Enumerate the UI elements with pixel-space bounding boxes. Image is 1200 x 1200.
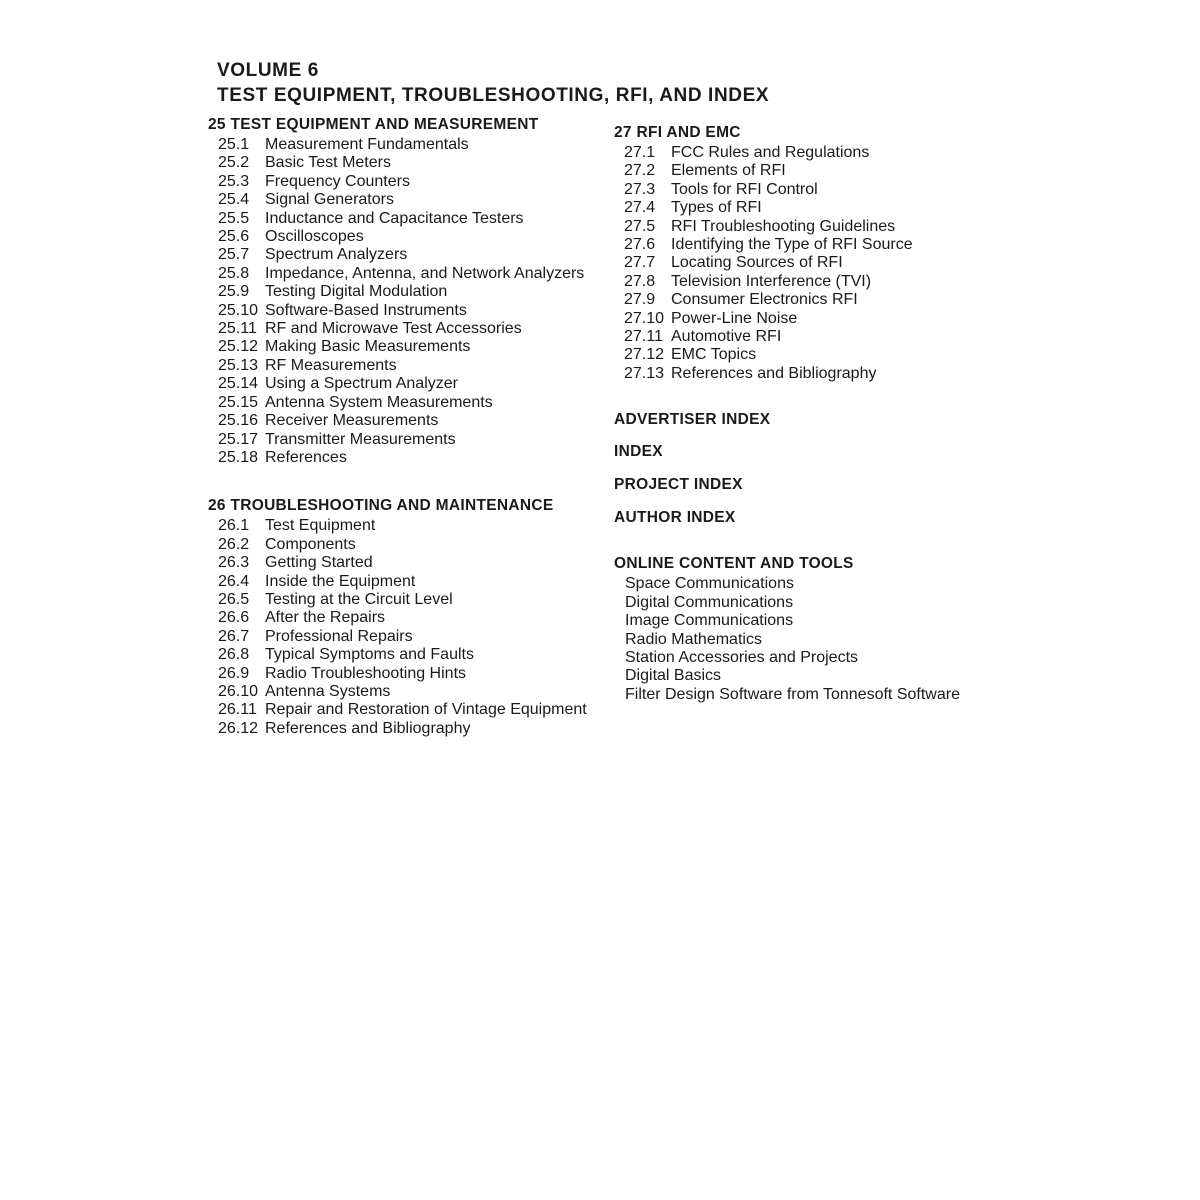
entry-title: EMC Topics <box>671 346 757 364</box>
entry-title: References and Bibliography <box>265 719 471 737</box>
toc-entry <box>218 536 598 554</box>
right-column <box>614 122 1034 704</box>
online-content-heading: ONLINE CONTENT AND TOOLS <box>614 555 854 573</box>
entry-title: Automotive RFI <box>671 328 782 346</box>
entry-number: 26.6 <box>218 609 250 627</box>
toc-entry <box>624 199 1034 217</box>
entry-title: Repair and Restoration of Vintage Equipment <box>265 701 587 719</box>
toc-entry <box>218 573 598 591</box>
toc-entry <box>218 210 598 228</box>
toc-entry <box>218 720 598 738</box>
entry-number: 27.9 <box>624 291 656 309</box>
entry-title: Locating Sources of RFI <box>671 254 843 272</box>
chapter-27 <box>614 122 1034 383</box>
entry-title: Getting Started <box>265 554 373 572</box>
chapter-25 <box>208 114 598 467</box>
entry-title: Spectrum Analyzers <box>265 246 408 264</box>
entry-number: 25.5 <box>218 209 250 227</box>
toc-entry <box>218 265 598 283</box>
index-heading: INDEX <box>614 443 663 461</box>
entry-title: Receiver Measurements <box>265 412 439 430</box>
volume-header <box>217 58 769 108</box>
entry-title: Test Equipment <box>265 517 376 535</box>
toc-entry <box>218 228 598 246</box>
entry-number: 27.6 <box>624 236 656 254</box>
chapter-entries <box>208 136 598 467</box>
toc-entry <box>218 191 598 209</box>
toc-entry <box>218 302 598 320</box>
online-content-item: Filter Design Software from Tonnesoft Software <box>625 685 960 703</box>
online-content-item: Space Communications <box>625 575 794 593</box>
entry-number: 27.2 <box>624 162 656 180</box>
entry-title: References and Bibliography <box>671 364 877 382</box>
toc-entry <box>218 665 598 683</box>
entry-title: Consumer Electronics RFI <box>671 291 858 309</box>
entry-title: Elements of RFI <box>671 162 786 180</box>
toc-entry <box>624 273 1034 291</box>
entry-title: Components <box>265 535 356 553</box>
toc-entry <box>218 646 598 664</box>
entry-number: 27.3 <box>624 180 656 198</box>
chapter-heading: 25 TEST EQUIPMENT AND MEASUREMENT <box>208 116 539 133</box>
toc-entry <box>218 394 598 412</box>
entry-title: Tools for RFI Control <box>671 180 818 198</box>
advertiser-index-heading: ADVERTISER INDEX <box>614 411 771 429</box>
toc-entry <box>218 173 598 191</box>
entry-number: 26.7 <box>218 627 250 645</box>
online-content-item: Station Accessories and Projects <box>625 648 859 666</box>
toc-entry <box>218 375 598 393</box>
entry-title: FCC Rules and Regulations <box>671 144 870 161</box>
entry-number: 25.2 <box>218 154 250 172</box>
entry-number: 26.9 <box>218 664 250 682</box>
toc-entry <box>218 246 598 264</box>
toc-entry <box>218 628 598 646</box>
entry-number: 26.2 <box>218 535 250 553</box>
toc-entry <box>624 346 1034 364</box>
entry-number: 26.1 <box>218 517 250 535</box>
entry-title: Impedance, Antenna, and Network Analyzers <box>265 264 585 282</box>
volume-label: VOLUME 6 <box>217 60 319 81</box>
toc-entry <box>624 254 1034 272</box>
entry-number: 25.11 <box>218 320 257 338</box>
entry-number: 27.7 <box>624 254 656 272</box>
entry-number: 25.6 <box>218 228 250 246</box>
entry-title: Measurement Fundamentals <box>265 136 469 153</box>
entry-number: 27.1 <box>624 144 656 161</box>
entry-title: Basic Test Meters <box>265 154 391 172</box>
entry-number: 25.3 <box>218 172 250 190</box>
entry-title: Types of RFI <box>671 199 762 217</box>
entry-number: 25.16 <box>218 412 259 430</box>
entry-number: 25.17 <box>218 430 259 448</box>
toc-entry <box>624 365 1034 383</box>
entry-number: 27.10 <box>624 309 665 327</box>
entry-title: Software-Based Instruments <box>265 301 467 319</box>
entry-number: 26.11 <box>218 701 257 719</box>
toc-entry <box>624 181 1034 199</box>
online-content-section <box>614 553 1034 704</box>
toc-entry <box>218 136 598 154</box>
toc-entry <box>218 683 598 701</box>
toc-entry <box>624 144 1034 162</box>
toc-entry <box>218 431 598 449</box>
online-content-item: Digital Basics <box>625 667 722 685</box>
entry-title: References <box>265 448 347 466</box>
entry-title: Identifying the Type of RFI Source <box>671 236 913 254</box>
entry-number: 27.12 <box>624 346 665 364</box>
toc-entry <box>218 412 598 430</box>
entry-number: 27.4 <box>624 199 656 217</box>
entry-title: Inside the Equipment <box>265 572 416 590</box>
entry-number: 25.14 <box>218 375 259 393</box>
toc-entry <box>218 357 598 375</box>
entry-number: 25.4 <box>218 191 250 209</box>
entry-number: 27.5 <box>624 217 656 235</box>
entry-title: Testing at the Circuit Level <box>265 590 453 608</box>
toc-entry <box>218 554 598 572</box>
online-content-item: Radio Mathematics <box>625 630 762 648</box>
chapter-heading: 27 RFI AND EMC <box>614 124 741 141</box>
entry-title: Using a Spectrum Analyzer <box>265 375 458 393</box>
chapter-26 <box>208 495 598 738</box>
entry-number: 25.13 <box>218 356 259 374</box>
toc-entry <box>624 218 1034 236</box>
entry-number: 25.8 <box>218 264 250 282</box>
volume-title: TEST EQUIPMENT, TROUBLESHOOTING, RFI, AND INDEX <box>217 85 770 106</box>
online-content-item: Digital Communications <box>625 593 794 611</box>
toc-entry <box>624 328 1034 346</box>
entry-title: Antenna System Measurements <box>265 393 493 411</box>
toc-entry <box>218 701 598 719</box>
toc-entry <box>624 162 1034 180</box>
entry-number: 26.10 <box>218 682 259 700</box>
entry-title: Inductance and Capacitance Testers <box>265 209 524 227</box>
entry-title: Oscilloscopes <box>265 228 364 246</box>
entry-title: After the Repairs <box>265 609 386 627</box>
entry-number: 26.4 <box>218 572 250 590</box>
entry-number: 25.7 <box>218 246 250 264</box>
toc-entry <box>624 310 1034 328</box>
entry-title: RF Measurements <box>265 356 397 374</box>
entry-number: 25.18 <box>218 448 259 466</box>
entry-number: 26.8 <box>218 646 250 664</box>
project-index-heading: PROJECT INDEX <box>614 476 743 494</box>
entry-title: Radio Troubleshooting Hints <box>265 664 467 682</box>
entry-title: Television Interference (TVI) <box>671 272 872 290</box>
chapter-entries <box>208 517 598 738</box>
entry-number: 25.12 <box>218 338 259 356</box>
entry-number: 27.11 <box>624 328 663 346</box>
entry-number: 26.5 <box>218 590 250 608</box>
entry-number: 25.9 <box>218 283 250 301</box>
entry-title: Power-Line Noise <box>671 309 798 327</box>
toc-entry <box>218 320 598 338</box>
toc-entry <box>218 338 598 356</box>
entry-title: Transmitter Measurements <box>265 430 456 448</box>
toc-entry <box>624 291 1034 309</box>
entry-number: 27.8 <box>624 272 656 290</box>
toc-entry <box>218 154 598 172</box>
entry-title: Typical Symptoms and Faults <box>265 646 474 664</box>
toc-entry <box>624 236 1034 254</box>
entry-number: 27.13 <box>624 364 665 382</box>
entry-title: Making Basic Measurements <box>265 338 471 356</box>
entry-title: Professional Repairs <box>265 627 413 645</box>
entry-number: 25.10 <box>218 301 259 319</box>
toc-entry <box>218 283 598 301</box>
author-index-heading: AUTHOR INDEX <box>614 509 736 527</box>
entry-number: 25.1 <box>218 136 250 153</box>
toc-entry <box>218 609 598 627</box>
online-content-item: Image Communications <box>625 612 794 630</box>
entry-number: 26.12 <box>218 719 259 737</box>
entry-title: Antenna Systems <box>265 682 391 700</box>
online-content-list <box>614 575 1034 704</box>
toc-entry <box>218 449 598 467</box>
toc-entry <box>218 591 598 609</box>
entry-number: 25.15 <box>218 393 259 411</box>
chapter-entries <box>614 144 1034 383</box>
entry-title: RFI Troubleshooting Guidelines <box>671 217 896 235</box>
entry-title: Frequency Counters <box>265 172 410 190</box>
left-column <box>208 114 598 738</box>
entry-title: RF and Microwave Test Accessories <box>265 320 522 338</box>
toc-entry <box>218 517 598 535</box>
entry-title: Signal Generators <box>265 191 394 209</box>
entry-title: Testing Digital Modulation <box>265 283 448 301</box>
chapter-heading: 26 TROUBLESHOOTING AND MAINTENANCE <box>208 497 554 515</box>
entry-number: 26.3 <box>218 554 250 572</box>
